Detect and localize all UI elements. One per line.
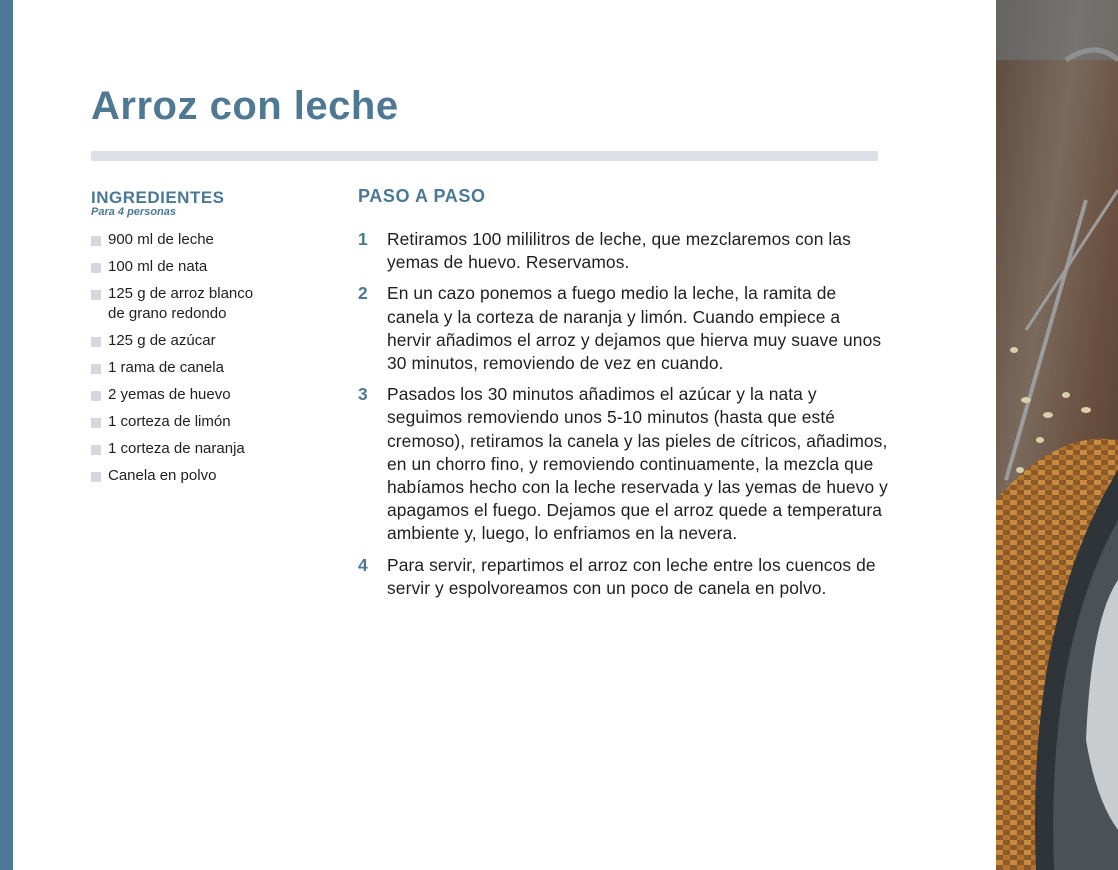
ingredient-text: 125 g de arroz blanco de grano redondo	[108, 285, 254, 322]
ingredient-text: 1 rama de canela	[108, 359, 224, 376]
bullet-square-icon	[91, 445, 101, 455]
ingredient-item	[91, 331, 321, 351]
ingredients-heading: INGREDIENTES	[91, 188, 225, 207]
ingredient-text: 100 ml de nata	[108, 258, 208, 275]
step-number: 1	[358, 229, 368, 249]
ingredient-text: 2 yemas de huevo	[108, 386, 231, 403]
bullet-square-icon	[91, 391, 101, 401]
side-accent-bar	[0, 0, 13, 870]
title-divider	[91, 151, 878, 161]
step-number: 2	[358, 283, 368, 304]
ingredients-list	[91, 230, 321, 493]
recipe-title: Arroz con leche	[91, 84, 399, 128]
bullet-square-icon	[91, 418, 101, 428]
bullet-square-icon	[91, 364, 101, 374]
photo-illustration	[996, 0, 1118, 870]
step-text: Para servir, repartimos el arroz con leche entre los cuencos de servir y espolvoreamos con un poco de canela en polvo.	[387, 554, 876, 598]
food-photo	[996, 0, 1118, 870]
ingredient-item	[91, 257, 321, 277]
step-number: 3	[358, 384, 368, 405]
step-text: Pasados los 30 minutos añadimos el azúcar y la nata y seguimos removiendo unos 5-10 minutos (hasta que esté cremoso), retiramos la canela y las pieles de cítricos, añadimos, en un chorro fino, y removiendo continuamente, la mezcla que habíamos hecho con la leche reservada y las yemas de huevo y apagamos el fuego. Dejamos que el arroz quede a temperatura ambiente y, luego, lo enfriamos en la nevera.	[387, 384, 888, 544]
ingredient-item	[91, 412, 321, 432]
steps-list	[358, 228, 888, 608]
step-item	[358, 383, 888, 545]
ingredient-item	[91, 466, 321, 486]
ingredient-item	[91, 284, 321, 324]
ingredient-item	[91, 385, 321, 405]
bullet-square-icon	[91, 472, 101, 482]
bullet-square-icon	[91, 337, 101, 347]
ingredient-text: 900 ml de leche	[108, 231, 214, 248]
step-text: Retiramos 100 mililitros de leche, que mezclaremos con las yemas de huevo. Reservamos.	[387, 229, 851, 273]
bullet-square-icon	[91, 263, 101, 273]
step-item	[358, 228, 888, 274]
step-number: 4	[358, 554, 368, 575]
bullet-square-icon	[91, 236, 101, 246]
ingredient-text: Canela en polvo	[108, 467, 217, 484]
ingredient-item	[91, 230, 321, 250]
ingredient-text: 1 corteza de naranja	[108, 440, 245, 457]
step-item	[358, 554, 888, 600]
ingredient-item	[91, 358, 321, 378]
bullet-square-icon	[91, 290, 101, 300]
steps-heading: PASO A PASO	[358, 186, 486, 206]
ingredient-text: 125 g de azúcar	[108, 332, 216, 349]
ingredient-text: 1 corteza de limón	[108, 413, 231, 430]
step-item	[358, 282, 888, 375]
servings-label: Para 4 personas	[91, 206, 176, 218]
ingredient-item	[91, 439, 321, 459]
step-text: En un cazo ponemos a fuego medio la leche, la ramita de canela y la corteza de naranja y limón. Cuando empiece a hervir añadimos el arroz y dejamos que hierva muy suave unos 30 minutos, removiendo de vez en cuando.	[387, 283, 882, 374]
